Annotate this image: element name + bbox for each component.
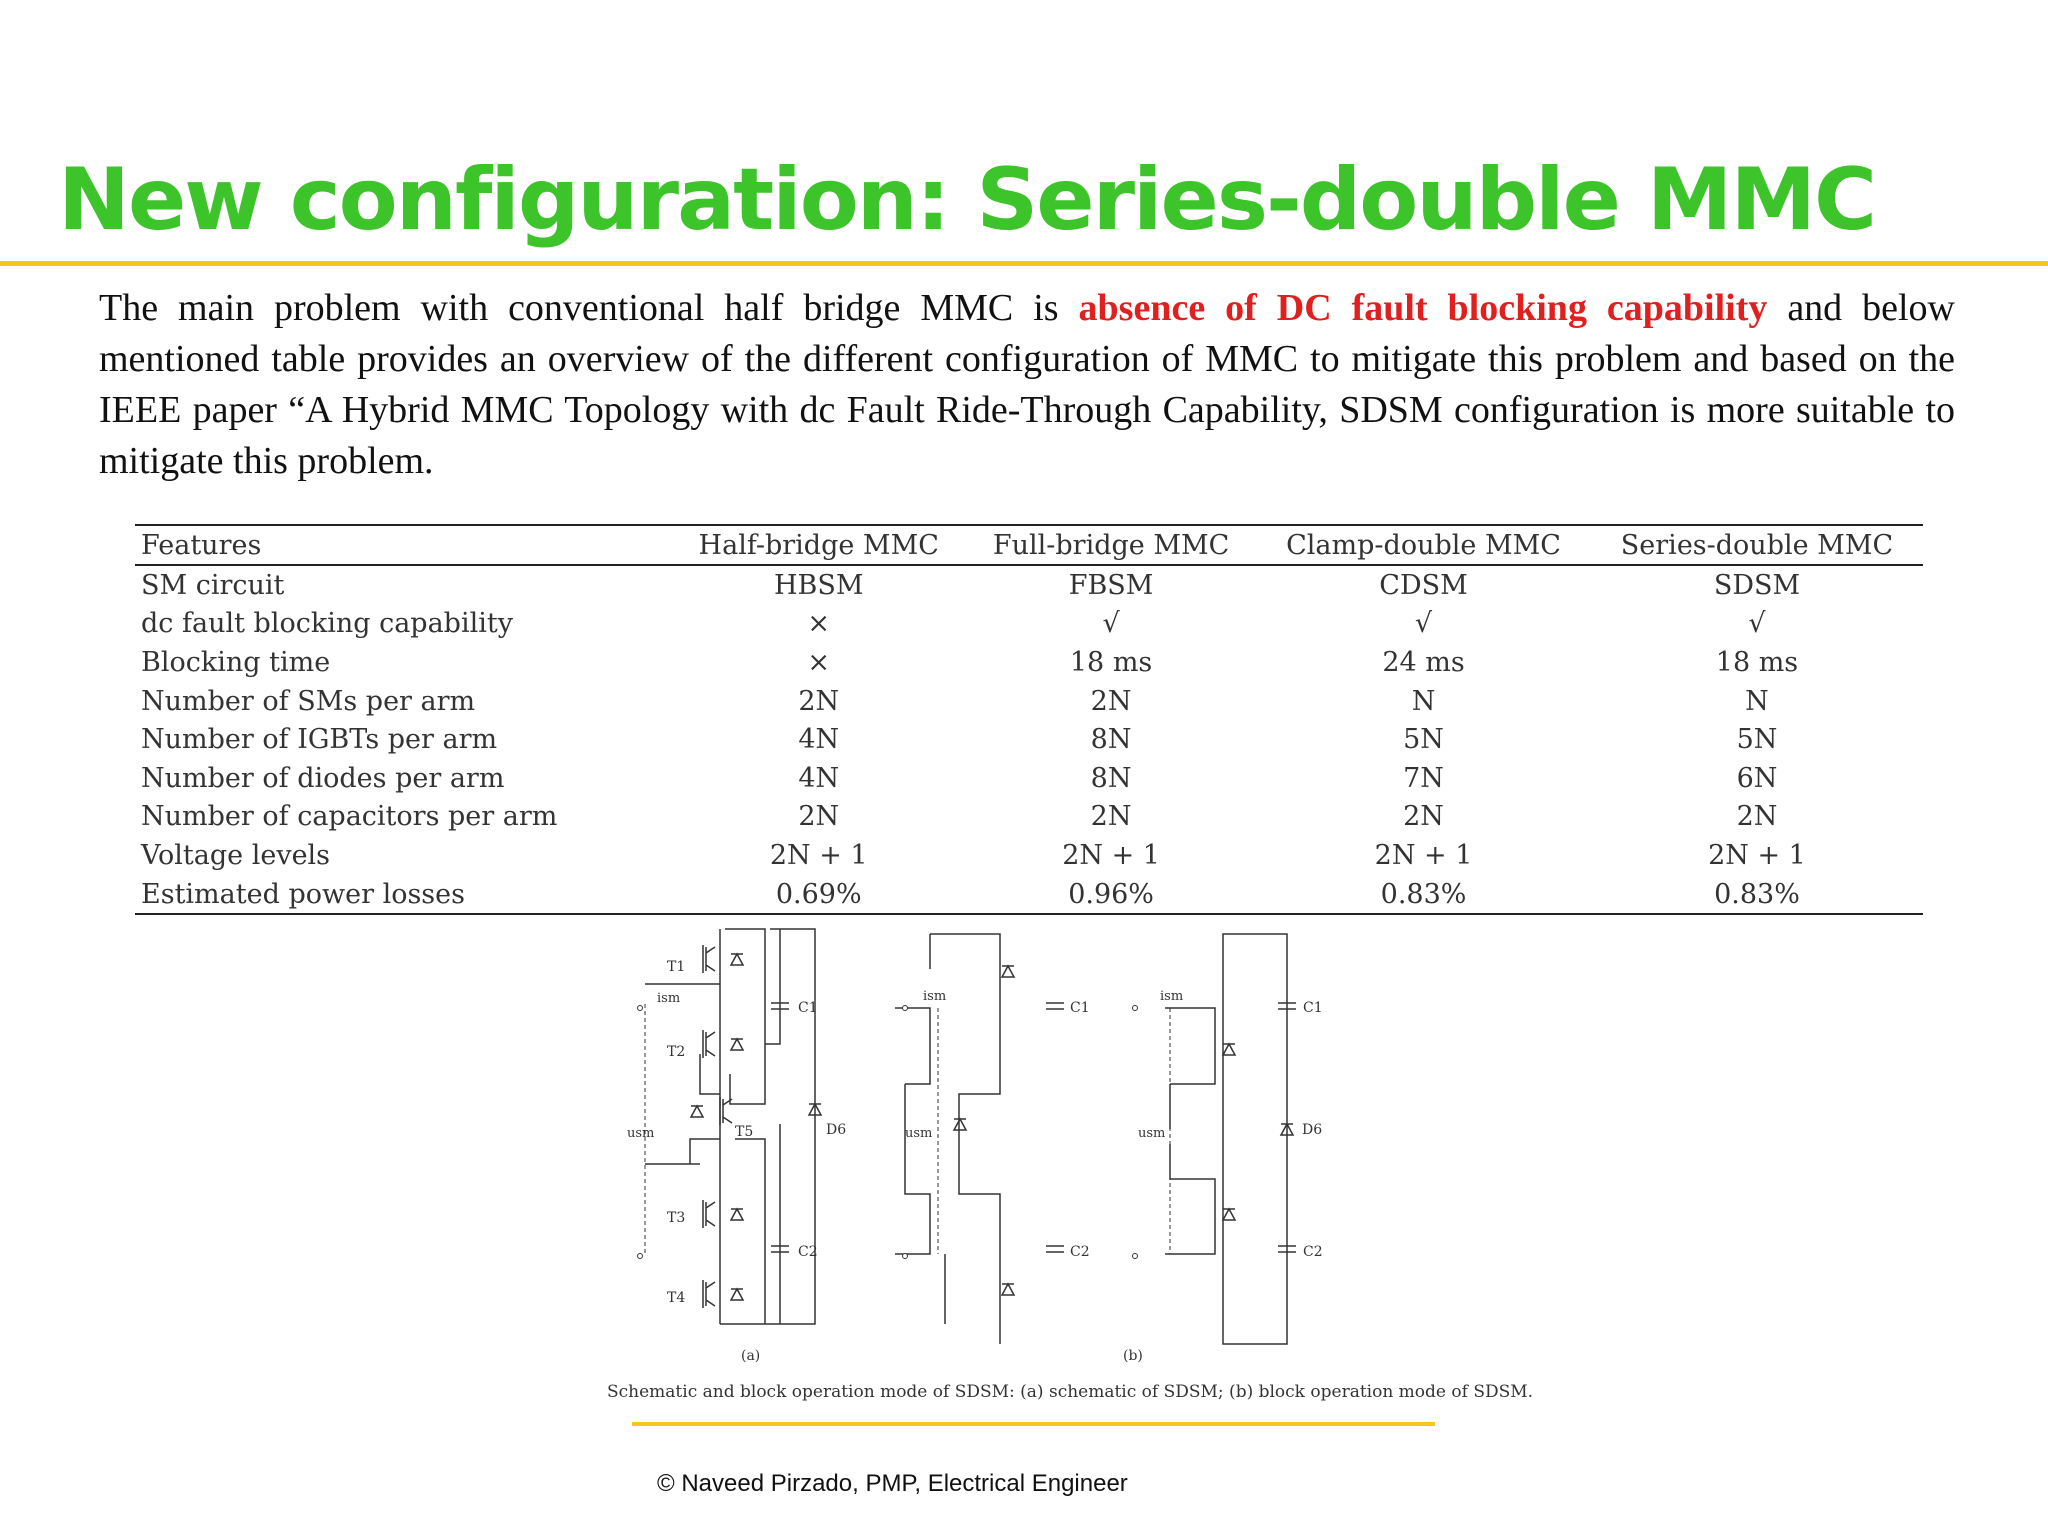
table-row: [135, 643, 1923, 682]
igbt-icon: [703, 1030, 715, 1058]
diode-icon: [731, 1039, 743, 1050]
diode-icon: [1223, 1044, 1235, 1055]
schematic-a: [645, 929, 815, 1324]
diode-icon: [691, 1106, 703, 1117]
capacitor-icon: [1046, 1246, 1064, 1252]
terminal-icon: [1133, 1254, 1138, 1259]
table-cell: 4N: [798, 762, 840, 794]
label-c2: C2: [1070, 1244, 1090, 1260]
table-cell: 5N: [1403, 724, 1444, 756]
table-cell: Number of capacitors per arm: [141, 801, 558, 833]
table-cell: SM circuit: [141, 569, 285, 601]
table-row: [135, 720, 1923, 759]
table-cell: 0.96%: [966, 875, 1256, 915]
diode-icon: [731, 1209, 743, 1220]
label-d6: D6: [1302, 1122, 1323, 1138]
igbt-icon: [703, 945, 715, 973]
label-c1: C1: [1303, 1000, 1323, 1016]
igbt-icon: [703, 1280, 715, 1308]
table-row: [135, 875, 1923, 915]
title-underline: [0, 261, 2048, 266]
label-panel-a: (a): [741, 1348, 761, 1364]
table-cell: SDSM: [1713, 569, 1801, 601]
table-cell: 18 ms: [1069, 646, 1153, 678]
capacitor-icon: [1046, 1003, 1064, 1009]
table-cell: 2N: [1090, 685, 1132, 717]
label-panel-b: (b): [1123, 1348, 1143, 1364]
caption-underline: [632, 1422, 1435, 1426]
table-cell: Number of IGBTs per arm: [141, 724, 498, 756]
label-t4: T4: [667, 1290, 686, 1306]
header-clamp-double: Clamp-double MMC: [1256, 525, 1591, 565]
table-cell: 6N: [1736, 762, 1778, 794]
table-cell: N: [1411, 685, 1436, 717]
table-cell: 18 ms: [1715, 646, 1799, 678]
table-cell: 2N + 1: [1708, 839, 1806, 871]
diode-icon: [1223, 1209, 1235, 1220]
table-cell: Voltage levels: [141, 839, 331, 871]
intro-highlight: absence of DC fault blocking capability: [1078, 287, 1768, 329]
diode-icon: [1002, 966, 1014, 977]
table-cell: Number of diodes per arm: [141, 762, 505, 794]
table-cell: √: [1102, 608, 1120, 640]
terminal-icon: [638, 1006, 643, 1011]
table-cell: 2N: [1736, 801, 1778, 833]
label-ism: ism: [1160, 989, 1184, 1004]
table-cell: dc fault blocking capability: [141, 608, 513, 640]
header-series-double: Series-double MMC: [1591, 525, 1923, 565]
table-row: [135, 836, 1923, 875]
table-cell: 7N: [1403, 762, 1444, 794]
table-header-row: [135, 525, 1923, 565]
label-usm: usm: [627, 1126, 655, 1141]
table-cell: 0.69%: [671, 875, 966, 915]
intro-text-start: The main problem with conventional half bridge MMC is: [99, 287, 1079, 329]
diode-icon: [954, 1119, 966, 1130]
table-cell: Blocking time: [141, 646, 331, 678]
table-cell: 2N + 1: [1374, 839, 1473, 871]
table-cell: 8N: [1090, 762, 1132, 794]
table-cell: 2N: [1090, 801, 1132, 833]
slide-title: New configuration: Series-double MMC: [58, 150, 1876, 250]
table-cell: 24 ms: [1382, 646, 1465, 678]
table-row: [135, 798, 1923, 837]
table-cell: ×: [807, 608, 831, 640]
table-cell: FBSM: [1068, 569, 1154, 601]
label-ism: ism: [657, 991, 681, 1006]
table-cell: HBSM: [773, 569, 864, 601]
figure-caption: Schematic and block operation mode of SDSM: (a) schematic of SDSM; (b) block operation mode of SDSM.: [607, 1382, 1534, 1402]
table-cell: 2N + 1: [1062, 839, 1160, 871]
table-cell: Number of SMs per arm: [141, 685, 476, 717]
intro-text-end: and below mentioned table provides an overview of the different configuration of MMC to mitigate this problem and based on the IEEE paper “A Hybrid MMC Topology with dc Fault Ride-Through Capability, SDSM configuration is more suitable to mitigate this problem.: [99, 287, 1955, 482]
igbt-icon: [703, 1200, 715, 1228]
table-cell: √: [1748, 608, 1766, 640]
table-cell: 2N: [798, 685, 840, 717]
diode-icon: [731, 1289, 743, 1300]
table-row: [135, 565, 1923, 605]
table-cell: 0.83%: [1256, 875, 1591, 915]
label-usm: usm: [905, 1126, 933, 1141]
table-cell: 2N: [1403, 801, 1444, 833]
table-cell: 2N + 1: [769, 839, 868, 871]
table-cell: CDSM: [1379, 569, 1468, 601]
terminal-icon: [1133, 1006, 1138, 1011]
table-cell: 0.83%: [1591, 875, 1923, 915]
label-c2: C2: [1303, 1244, 1323, 1260]
table-cell: Estimated power losses: [135, 875, 671, 915]
label-c1: C1: [798, 1000, 818, 1016]
table-cell: 5N: [1736, 724, 1778, 756]
intro-paragraph: [99, 283, 1955, 487]
terminal-icon: [903, 1006, 908, 1011]
label-t2: T2: [667, 1044, 686, 1060]
schematic-b-block: [1165, 934, 1287, 1344]
sdsm-schematic-figure: [615, 924, 1365, 1374]
terminal-icon: [638, 1254, 643, 1259]
header-full-bridge: Full-bridge MMC: [966, 525, 1256, 565]
table-cell: √: [1414, 608, 1433, 640]
label-c1: C1: [1070, 1000, 1090, 1016]
label-c2: C2: [798, 1244, 818, 1260]
table-cell: ×: [807, 646, 831, 678]
label-t5: T5: [735, 1124, 754, 1140]
table-row: [135, 759, 1923, 798]
table-cell: 4N: [798, 724, 840, 756]
diode-icon: [1002, 1284, 1014, 1295]
label-usm: usm: [1138, 1126, 1166, 1141]
terminal-icon: [903, 1254, 908, 1259]
diode-icon: [731, 954, 743, 965]
label-t3: T3: [667, 1210, 686, 1226]
label-t1: T1: [667, 959, 686, 975]
label-ism: ism: [923, 989, 947, 1004]
table-cell: N: [1745, 685, 1769, 717]
header-half-bridge: Half-bridge MMC: [671, 525, 966, 565]
table-cell: 2N: [798, 801, 840, 833]
footer-credit: © Naveed Pirzado, PMP, Electrical Engineer: [657, 1470, 1128, 1497]
table-cell: 8N: [1090, 724, 1132, 756]
table-row: [135, 605, 1923, 644]
mmc-comparison-table: [135, 524, 1923, 915]
header-features: Features: [135, 525, 671, 565]
table-row: [135, 682, 1923, 721]
label-d6: D6: [826, 1122, 847, 1138]
